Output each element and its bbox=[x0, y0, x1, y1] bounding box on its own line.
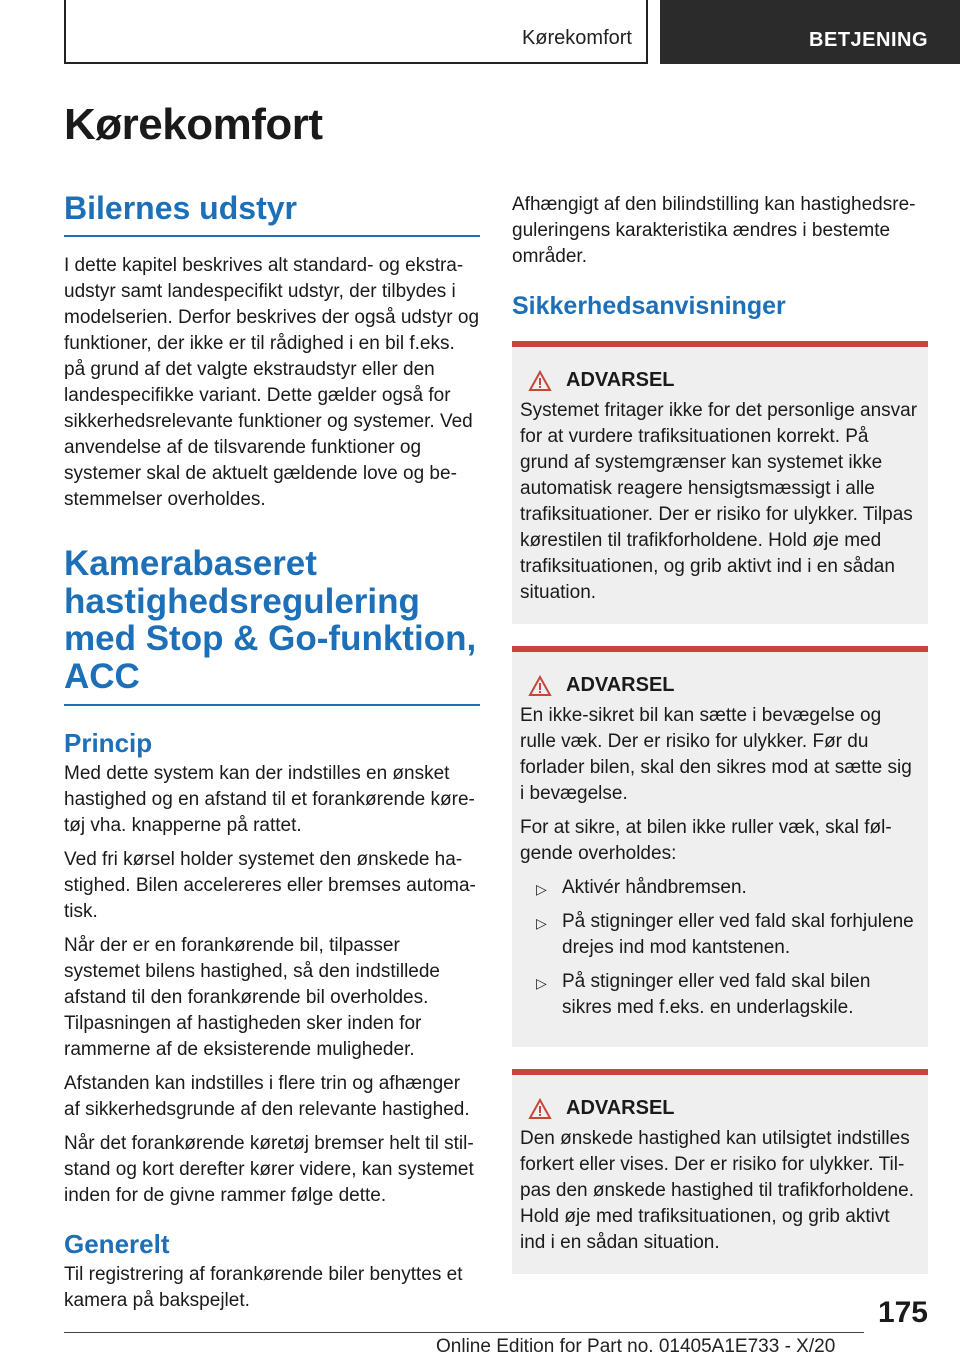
warning-label: ADVARSEL bbox=[566, 369, 675, 391]
left-column bbox=[64, 190, 480, 1314]
page-header bbox=[0, 0, 960, 66]
warning-box-2 bbox=[512, 646, 928, 1047]
generelt-paragraph: Til registrering af forankørende biler benyttes et kamera på bakspejlet. bbox=[64, 1263, 463, 1311]
triangle-right-icon: ▷ bbox=[536, 881, 547, 897]
heading-generelt: Generelt bbox=[64, 1228, 170, 1259]
heading-acc: Kamerabaseret hastighedsregulering med Stop & Go-funktion, ACC bbox=[64, 545, 480, 706]
princip-paragraph-1: Med dette system kan der indstilles en ønsket hastighed og en afstand til et forankørende køretøj vha. knapperne på rattet. bbox=[64, 762, 475, 836]
warning-box-1 bbox=[512, 341, 928, 624]
warning-triangle-icon bbox=[528, 1098, 552, 1120]
triangle-right-icon: ▷ bbox=[536, 915, 547, 931]
warning-text: Den ønskede hastighed kan utilsigtet indstilles forkert eller vises. Der er risiko for ulykker. Tilpas den ønskede hastighed til trafikforholdene. Hold øje med trafiksituationen, og grib aktivt ind i en sådan situation. bbox=[520, 1128, 914, 1253]
list-item bbox=[528, 909, 920, 961]
right-column bbox=[512, 192, 928, 1274]
header-section-box bbox=[64, 0, 648, 64]
intro-paragraph: Afhængigt af den bilindstilling kan hastighedsreguleringens karakteristika ændres i bestemte områder. bbox=[512, 194, 916, 267]
udstyr-paragraph: I dette kapitel beskrives alt standard- og ekstraudstyr samt landespecifikt udstyr, der tilbydes i modelserien. Derfor beskrives der også udstyr og funktioner, der ikke er til rådighed i en bil f.eks. på grund af det valgte ekstraudstyr eller den landespecifikke variant. Dette gælder også for sikkerhedsrelevante funktioner og systemer. Ved anvendelse af de tilsvarende funktioner og systemer skal de aktuelt gældende love og bestemmelser overholdes. bbox=[64, 254, 480, 510]
list-item-text: På stigninger eller ved fald skal bilen sikres med f.eks. en underlagskile. bbox=[562, 971, 871, 1018]
footer-divider bbox=[64, 1332, 864, 1333]
heading-princip: Princip bbox=[64, 727, 153, 758]
list-item-text: Aktivér håndbremsen. bbox=[562, 877, 747, 898]
triangle-right-icon: ▷ bbox=[536, 975, 547, 991]
warning-title bbox=[520, 369, 920, 392]
princip-paragraph-5: Når det forankørende køretøj bremser helt til stilstand og kort derefter kører videre, kan systemet inden for de givne rammer følge dette. bbox=[64, 1132, 474, 1206]
heading-bilernes-udstyr: Bilernes udstyr bbox=[64, 190, 480, 237]
warning-title bbox=[520, 674, 920, 697]
warning-label: ADVARSEL bbox=[566, 674, 675, 696]
header-chapter-tab bbox=[660, 0, 960, 64]
footer-edition-text: Online Edition for Part no. 01405A1E733 - X/20 bbox=[436, 1336, 836, 1357]
list-item bbox=[528, 969, 920, 1021]
header-section-title: Kørekomfort bbox=[521, 27, 632, 49]
warning-text: Systemet fritager ikke for det personlige ansvar for at vurdere trafiksituationen korrekt. På grund af systemgrænser kan systemet ikke automatisk reagere hensigtsmæssigt i alle trafiksituationer. Der er risiko for ulykker. Tilpas kørestilen til trafikforholdene. Hold øje med trafiksituationen, og grib aktivt ind i en sådan situation. bbox=[520, 400, 918, 603]
page-title: Kørekomfort bbox=[64, 100, 323, 149]
warning-triangle-icon bbox=[528, 675, 552, 697]
warning-triangle-icon bbox=[528, 370, 552, 392]
warning-label: ADVARSEL bbox=[566, 1097, 675, 1119]
header-chapter-label: BETJENING bbox=[809, 29, 928, 51]
princip-paragraph-4: Afstanden kan indstilles i flere trin og afhænger af sikkerhedsgrunde af den relevante hastighed. bbox=[64, 1072, 470, 1120]
princip-paragraph-2: Ved fri kørsel holder systemet den ønskede hastighed. Bilen accelereres eller bremses automatisk. bbox=[64, 848, 476, 922]
warning-text: En ikke-sikret bil kan sætte i bevægelse og rulle væk. Der er risiko for ulykker. Før du forlader bilen, skal den sikres mod at sætte sig i bevægelse. bbox=[520, 705, 912, 804]
warning-box-3 bbox=[512, 1069, 928, 1274]
list-item bbox=[528, 875, 920, 901]
page-number: 175 bbox=[877, 1296, 928, 1329]
heading-sikkerhedsanvisninger: Sikkerhedsanvisninger bbox=[512, 292, 786, 320]
list-item-text: På stigninger eller ved fald skal forhjulene drejes ind mod kantstenen. bbox=[562, 911, 914, 958]
warning-bullet-list bbox=[520, 875, 920, 1021]
princip-paragraph-3: Når der er en forankørende bil, tilpasser systemet bilens hastighed, så den indstillede afstand til den forankørende bil overholdes. Tilpasningen af hastigheden sker inden for rammerne af de eksisterende muligheder. bbox=[64, 934, 441, 1060]
warning-title bbox=[520, 1097, 920, 1120]
warning-text: For at sikre, at bilen ikke ruller væk, skal følgende overholdes: bbox=[520, 817, 892, 864]
